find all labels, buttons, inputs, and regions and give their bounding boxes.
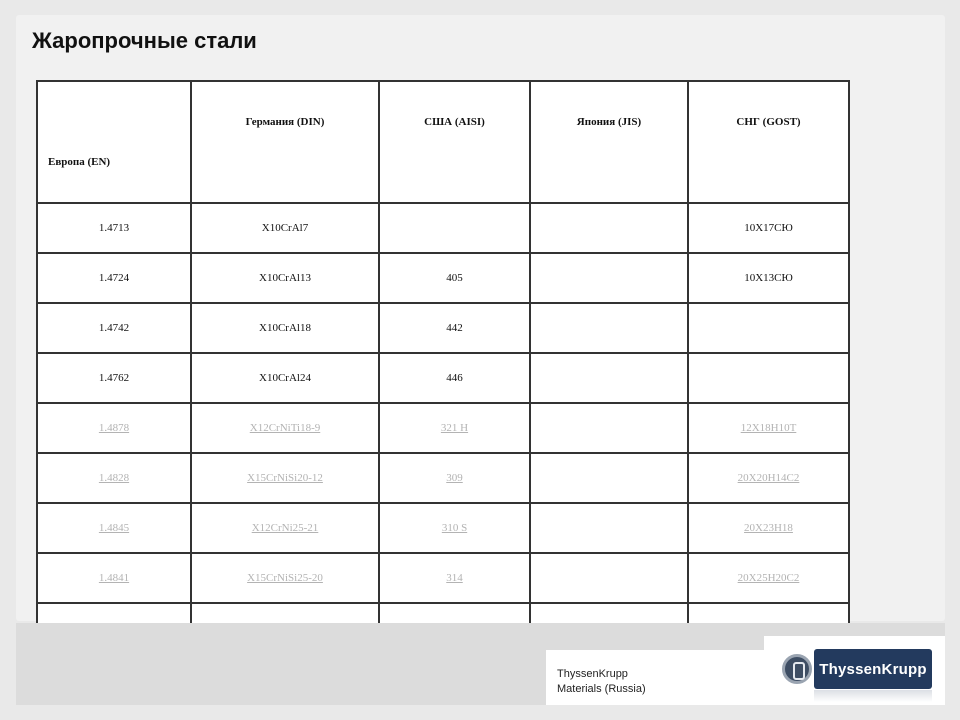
cell-din: X10CrAl24: [191, 353, 379, 403]
table-row: [37, 303, 849, 353]
link-en[interactable]: 1.4845: [98, 522, 130, 534]
cell-jis: [530, 203, 688, 253]
cell-en: [37, 553, 191, 603]
cell-din: X10CrAl13: [191, 253, 379, 303]
cell-en: 1.4713: [37, 203, 191, 253]
cell-gost: [688, 553, 849, 603]
cell-en: [37, 503, 191, 553]
table-row: [37, 503, 849, 553]
table-row: [37, 403, 849, 453]
cell-jis: [530, 553, 688, 603]
link-en[interactable]: 1.4841: [98, 572, 130, 584]
cell-en: 1.4742: [37, 303, 191, 353]
cell-din: [191, 553, 379, 603]
link-aisi[interactable]: 321 H: [440, 422, 469, 434]
cell-din: [191, 453, 379, 503]
cell-din: [191, 503, 379, 553]
cell-gost: [688, 453, 849, 503]
header-usa-aisi: США (AISI): [379, 81, 530, 203]
thyssenkrupp-logo: ThyssenKrupp: [814, 649, 932, 689]
cell-jis: [530, 503, 688, 553]
table-row: [37, 453, 849, 503]
header-europe-en: Европа (EN): [37, 81, 191, 203]
link-din[interactable]: X12CrNi25-21: [251, 522, 319, 534]
cell-aisi: [379, 403, 530, 453]
cell-din: [191, 403, 379, 453]
cell-aisi: 442: [379, 303, 530, 353]
cell-gost: [688, 353, 849, 403]
cell-din: X10CrAl7: [191, 203, 379, 253]
table-row: [37, 253, 849, 303]
header-germany-din: Германия (DIN): [191, 81, 379, 203]
steel-grades-table: [36, 80, 850, 654]
link-en[interactable]: 1.4878: [98, 422, 130, 434]
table-row: [37, 353, 849, 403]
header-cis-gost: СНГ (GOST): [688, 81, 849, 203]
cell-gost: [688, 503, 849, 553]
link-aisi[interactable]: 309: [446, 472, 463, 484]
table-row: [37, 203, 849, 253]
cell-en: [37, 453, 191, 503]
cell-din: X10CrAl18: [191, 303, 379, 353]
cell-jis: [530, 353, 688, 403]
cell-gost: [688, 403, 849, 453]
cell-aisi: [379, 503, 530, 553]
cell-en: [37, 403, 191, 453]
link-aisi[interactable]: 314: [446, 572, 463, 584]
cell-aisi: 446: [379, 353, 530, 403]
cell-jis: [530, 253, 688, 303]
link-gost[interactable]: 12Х18Н10Т: [740, 422, 797, 434]
cell-en: 1.4724: [37, 253, 191, 303]
company-line-2: Materials (Russia): [557, 683, 646, 695]
cell-aisi: [379, 453, 530, 503]
cell-gost: 10Х13СЮ: [688, 253, 849, 303]
page-title: Жаропрочные стали: [32, 28, 257, 53]
cell-en: 1.4762: [37, 353, 191, 403]
cell-gost: [688, 303, 849, 353]
cell-jis: [530, 403, 688, 453]
company-line-1: ThyssenKrupp: [557, 668, 628, 680]
link-din[interactable]: X15CrNiSi20-12: [247, 472, 323, 484]
link-gost[interactable]: 20Х23Н18: [744, 522, 793, 534]
link-aisi[interactable]: 310 S: [441, 522, 468, 534]
link-gost[interactable]: 20Х20Н14С2: [737, 472, 800, 484]
link-gost[interactable]: 20Х25Н20С2: [737, 572, 800, 584]
cell-jis: [530, 303, 688, 353]
link-din[interactable]: X12CrNiTi18-9: [249, 422, 321, 434]
thyssenkrupp-emblem-icon: [782, 654, 812, 684]
link-en[interactable]: 1.4828: [98, 472, 130, 484]
cell-jis: [530, 453, 688, 503]
cell-aisi: 405: [379, 253, 530, 303]
cell-aisi: [379, 203, 530, 253]
cell-gost: 10Х17СЮ: [688, 203, 849, 253]
logo-reflection: [814, 690, 932, 702]
link-din[interactable]: X15CrNiSi25-20: [247, 572, 323, 584]
header-japan-jis: Япония (JIS): [530, 81, 688, 203]
company-name: [557, 667, 646, 697]
table-header-row: [37, 81, 849, 203]
cell-aisi: [379, 553, 530, 603]
table-row: [37, 553, 849, 603]
